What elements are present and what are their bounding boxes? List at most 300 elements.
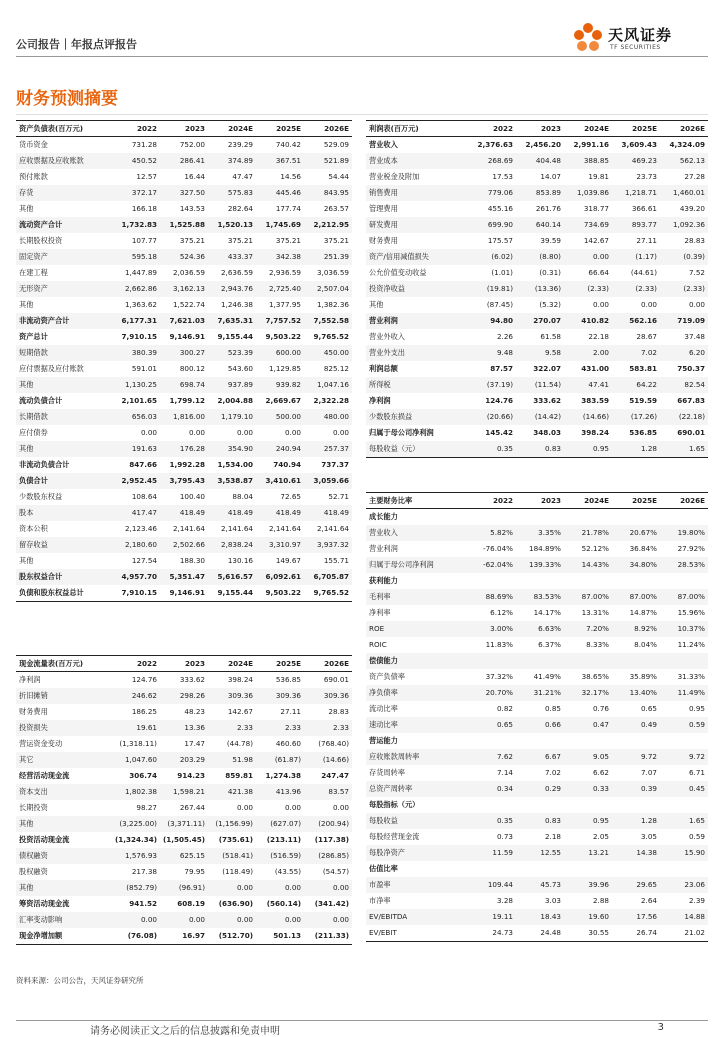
ratios-cell: 2.05 <box>592 832 609 841</box>
ratios-row <box>366 781 708 797</box>
ratios-row-label: 净负债率 <box>366 685 468 701</box>
balance-sheet-cell: 372.17 <box>112 185 160 201</box>
income-statement-cell: 318.77 <box>583 204 609 213</box>
income-statement-cell: (1.01) <box>491 268 513 277</box>
balance-sheet-cell: 6,705.87 <box>304 569 352 585</box>
cash-flow-cell: (560.14) <box>266 899 301 908</box>
ratios-cell: 15.96% <box>677 608 705 617</box>
cash-flow-cell: 1,047.60 <box>112 752 160 768</box>
cash-flow-row-label: 投资活动现金流 <box>19 835 70 844</box>
balance-sheet-row-label: 股本 <box>16 505 112 521</box>
balance-sheet-cell: 418.49 <box>208 505 256 521</box>
balance-sheet-cell: 380.39 <box>112 345 160 361</box>
balance-sheet-row-label: 资产总计 <box>19 332 48 341</box>
ratios-row-label: 偿债能力 <box>366 653 468 669</box>
balance-sheet-cell: 3,538.87 <box>208 473 256 489</box>
cash-flow-cell: (117.38) <box>314 835 349 844</box>
income-statement-row <box>366 265 708 281</box>
cash-flow-row <box>16 720 352 736</box>
ratios-row <box>366 733 708 749</box>
balance-sheet-cell: 445.46 <box>256 185 304 201</box>
cash-flow-header-row <box>16 656 352 672</box>
income-statement-row <box>366 217 708 233</box>
balance-sheet-row-label: 非流动资产合计 <box>16 313 112 329</box>
cash-flow-row-label: 其它 <box>16 752 112 768</box>
ratios-cell: 0.45 <box>660 781 708 797</box>
cash-flow-cell: 27.11 <box>280 707 301 716</box>
income-statement-cell: 562.16 <box>612 313 660 329</box>
income-statement-row-label: 营业成本 <box>366 153 468 169</box>
cash-flow-row <box>16 704 352 720</box>
income-statement-cell: 0.35 <box>468 441 516 458</box>
income-statement-cell: 853.89 <box>516 185 564 201</box>
ratios-row <box>366 797 708 813</box>
ratios-row-label: 总资产周转率 <box>366 781 468 797</box>
balance-sheet-year-header: 2026E <box>304 121 352 137</box>
balance-sheet-row <box>16 201 352 217</box>
income-statement-cell: 779.06 <box>468 185 516 201</box>
income-statement-cell: 1,460.01 <box>660 185 708 201</box>
logo-english-text: TF SECURITIES <box>610 44 661 51</box>
income-statement-row-label: 研发费用 <box>366 217 468 233</box>
income-statement-cell: 0.00 <box>688 300 705 309</box>
cash-flow-row <box>16 800 352 816</box>
balance-sheet-cell: 7,910.15 <box>112 585 160 602</box>
balance-sheet-cell: 740.94 <box>273 460 301 469</box>
balance-sheet-row-label: 应付票据及应付账款 <box>19 364 84 373</box>
balance-sheet-cell: 72.65 <box>280 492 301 501</box>
ratios-cell: 10.37% <box>660 621 708 637</box>
balance-sheet-cell: 7,635.31 <box>208 313 256 329</box>
cash-flow-row-label: 长期投资 <box>19 803 48 812</box>
cash-flow-row <box>16 864 352 880</box>
balance-sheet-cell: 740.42 <box>275 140 301 149</box>
balance-sheet-cell: 3,410.61 <box>256 473 304 489</box>
income-statement-row-label: 营业利润 <box>366 313 468 329</box>
income-statement-cell: 66.64 <box>588 268 609 277</box>
balance-sheet-cell: 450.52 <box>112 153 160 169</box>
balance-sheet-row <box>16 329 352 345</box>
income-statement-cell: (1.17) <box>612 249 660 265</box>
balance-sheet-cell: 480.00 <box>304 409 352 425</box>
income-statement-row-label: 营业收入 <box>369 140 398 149</box>
income-statement-cell: 82.54 <box>660 377 708 393</box>
balance-sheet-row <box>16 521 352 537</box>
income-statement-cell: 536.85 <box>629 428 657 437</box>
ratios-cell: 6.37% <box>538 640 561 649</box>
ratios-cell: 0.34 <box>468 781 516 797</box>
ratios-row <box>366 909 708 925</box>
ratios-cell: 3.03 <box>544 896 561 905</box>
balance-sheet-cell: 825.12 <box>323 364 349 373</box>
ratios-cell: 13.21 <box>564 845 612 861</box>
cash-flow-cell: (54.57) <box>322 867 349 876</box>
cash-flow-cell: 914.23 <box>177 771 205 780</box>
ratios-row <box>366 749 708 765</box>
balance-sheet-cell: 354.90 <box>208 441 256 457</box>
ratios-cell: 83.53% <box>516 589 564 605</box>
ratios-cell <box>660 733 708 749</box>
balance-sheet-row <box>16 569 352 585</box>
cash-flow-cell: 28.83 <box>328 707 349 716</box>
balance-sheet-cell: 523.39 <box>208 345 256 361</box>
balance-sheet-cell: 0.00 <box>140 428 157 437</box>
cash-flow-cell: 13.36 <box>160 720 208 736</box>
ratios-cell: 0.83 <box>516 813 564 829</box>
report-type-header: 公司报告｜年报点评报告 <box>16 38 137 51</box>
income-statement-cell: 0.00 <box>640 300 657 309</box>
income-statement-cell: 719.09 <box>660 313 708 329</box>
ratios-cell: 0.59 <box>688 832 705 841</box>
income-statement-cell: 667.83 <box>677 396 705 405</box>
balance-sheet-cell: 375.21 <box>323 236 349 245</box>
ratios-cell <box>468 797 516 813</box>
ratios-cell: 37.32% <box>485 672 513 681</box>
ratios-cell: 0.95 <box>688 704 705 713</box>
balance-sheet-row <box>16 425 352 441</box>
balance-sheet-row-label: 预付账款 <box>19 172 48 181</box>
cash-flow-cell: 0.00 <box>256 880 304 896</box>
ratios-cell: 0.85 <box>544 704 561 713</box>
balance-sheet-cell: 2,725.40 <box>256 281 304 297</box>
income-statement-cell: 9.58 <box>516 345 564 361</box>
ratios-row-label: 毛利率 <box>366 589 468 605</box>
balance-sheet-cell: 1,799.12 <box>169 396 205 405</box>
balance-sheet-cell: 286.41 <box>160 153 208 169</box>
income-statement-row-label: 营业外收入 <box>369 332 405 341</box>
income-statement-cell: (13.36) <box>516 281 564 297</box>
cash-flow-cell: 333.62 <box>179 675 205 684</box>
ratios-row <box>366 845 708 861</box>
ratios-row <box>366 669 708 685</box>
cash-flow-row-label: 净利润 <box>19 675 41 684</box>
ratios-cell: 87.00% <box>612 589 660 605</box>
balance-sheet-header-row <box>16 121 352 137</box>
ratios-cell: 34.80% <box>612 557 660 573</box>
cash-flow-cell: 2.33 <box>208 720 256 736</box>
ratios-cell: 11.83% <box>485 640 513 649</box>
balance-sheet-cell: 5,351.47 <box>160 569 208 585</box>
cash-flow-cell: 51.98 <box>208 752 256 768</box>
ratios-cell <box>516 573 564 589</box>
company-logo <box>570 20 710 60</box>
income-statement-cell: 893.77 <box>612 217 660 233</box>
ratios-cell <box>660 653 708 669</box>
income-statement-cell: 519.59 <box>629 396 657 405</box>
ratios-cell <box>564 861 612 877</box>
ratios-cell: 14.87% <box>629 608 657 617</box>
balance-sheet-cell: 7,910.15 <box>121 332 157 341</box>
balance-sheet-cell: 9,155.44 <box>208 585 256 602</box>
balance-sheet-cell: 417.47 <box>112 505 160 521</box>
balance-sheet-cell: 2,669.67 <box>265 396 301 405</box>
ratios-cell <box>660 797 708 813</box>
ratios-cell: 0.65 <box>640 704 657 713</box>
ratios-row-label: 净利率 <box>369 608 391 617</box>
income-statement-cell: 28.83 <box>684 236 705 245</box>
cash-flow-row-label: 投资损失 <box>16 720 112 736</box>
cash-flow-cell: 0.00 <box>256 912 304 928</box>
cash-flow-cell: (341.42) <box>314 899 349 908</box>
ratios-cell: 9.05 <box>564 749 612 765</box>
income-statement-year-header: 2022 <box>468 121 516 137</box>
balance-sheet-cell: 1,447.89 <box>124 268 157 277</box>
balance-sheet-cell: 1,745.69 <box>256 217 304 233</box>
balance-sheet-cell: 1,525.88 <box>160 217 208 233</box>
income-statement-row-label: 归属于母公司净利润 <box>369 428 434 437</box>
income-statement-cell: (17.26) <box>612 409 660 425</box>
balance-sheet-cell: 9,503.22 <box>265 332 301 341</box>
ratios-row <box>366 653 708 669</box>
cash-flow-year-header: 2025E <box>256 656 304 672</box>
balance-sheet-row-label: 流动负债合计 <box>19 396 63 405</box>
balance-sheet-cell: 1,992.28 <box>169 460 205 469</box>
cash-flow-cell: 398.24 <box>227 675 253 684</box>
balance-sheet-cell: 450.00 <box>304 345 352 361</box>
balance-sheet-cell: 300.27 <box>160 345 208 361</box>
balance-sheet-cell: 47.47 <box>232 172 253 181</box>
balance-sheet-row <box>16 457 352 473</box>
balance-sheet-row <box>16 553 352 569</box>
balance-sheet-row <box>16 297 352 313</box>
balance-sheet-row <box>16 537 352 553</box>
ratios-row-label: 营业利润 <box>369 544 398 553</box>
income-statement-cell: 142.67 <box>583 236 609 245</box>
balance-sheet-cell: 698.74 <box>160 377 208 393</box>
income-statement-row-label: 少数股东损益 <box>366 409 468 425</box>
cash-flow-cell: 217.38 <box>131 867 157 876</box>
ratios-cell <box>468 861 516 877</box>
income-statement-cell: (22.18) <box>660 409 708 425</box>
income-statement-cell: 268.69 <box>468 153 516 169</box>
cash-flow-row-label: 折旧摊销 <box>16 688 112 704</box>
cash-flow-row-label: 现金净增加额 <box>16 928 112 945</box>
ratios-row-label: 获利能力 <box>369 576 398 585</box>
income-statement-row <box>366 233 708 249</box>
balance-sheet-row <box>16 441 352 457</box>
balance-sheet-row <box>16 409 352 425</box>
income-statement-cell: (87.45) <box>486 300 513 309</box>
cash-flow-row-label: 其他 <box>16 880 112 896</box>
cash-flow-row <box>16 832 352 848</box>
cash-flow-cell: (3,225.00) <box>112 816 160 832</box>
ratios-cell: 13.40% <box>612 685 660 701</box>
ratios-row-label: 归属于母公司净利润 <box>366 557 468 573</box>
ratios-cell: 29.65 <box>612 877 660 893</box>
balance-sheet-cell: 2,180.60 <box>112 537 160 553</box>
income-statement-cell: 383.59 <box>581 396 609 405</box>
cash-flow-cell: (1,324.34) <box>115 835 158 844</box>
cash-flow-row <box>16 688 352 704</box>
ratios-cell: 1.65 <box>660 813 708 829</box>
income-statement-cell: 22.18 <box>588 332 609 341</box>
cash-flow-row <box>16 928 352 945</box>
cash-flow-row-label: 营运资金变动 <box>19 739 63 748</box>
income-statement-row <box>366 441 708 458</box>
cash-flow-cell: 1,802.38 <box>112 784 160 800</box>
income-statement-row-label: 资产/信用减值损失 <box>366 249 468 265</box>
ratios-cell: 3.28 <box>496 896 513 905</box>
income-statement-cell: 0.95 <box>564 441 612 458</box>
balance-sheet-cell: 524.36 <box>160 249 208 265</box>
balance-sheet-row <box>16 185 352 201</box>
ratios-row-label: 速动比率 <box>366 717 468 733</box>
cash-flow-cell: 0.00 <box>236 803 253 812</box>
balance-sheet-cell: 3,937.32 <box>304 537 352 553</box>
balance-sheet-cell: 0.00 <box>188 428 205 437</box>
balance-sheet-row-label: 应付债券 <box>19 428 48 437</box>
ratios-cell: 0.33 <box>564 781 612 797</box>
cash-flow-cell: 1,274.38 <box>265 771 301 780</box>
cash-flow-cell: 17.47 <box>184 739 205 748</box>
cash-flow-cell: 203.29 <box>160 752 208 768</box>
balance-sheet-row <box>16 169 352 185</box>
income-statement-cell: 23.73 <box>636 172 657 181</box>
balance-sheet-row <box>16 393 352 409</box>
income-statement-cell: (2.33) <box>660 281 708 297</box>
balance-sheet-cell: 2,141.64 <box>268 524 301 533</box>
balance-sheet-cell: 1,363.62 <box>124 300 157 309</box>
balance-sheet-cell: 1,732.83 <box>112 217 160 233</box>
income-statement-cell: 6.20 <box>660 345 708 361</box>
cash-flow-year-header: 2023 <box>160 656 208 672</box>
balance-sheet-year-header: 2023 <box>160 121 208 137</box>
income-statement-cell: 699.90 <box>468 217 516 233</box>
balance-sheet-cell: 342.38 <box>256 249 304 265</box>
cash-flow-cell: (518.41) <box>208 848 256 864</box>
income-statement-cell: 2,991.16 <box>573 140 609 149</box>
balance-sheet-row <box>16 137 352 154</box>
cash-flow-cell: 0.00 <box>284 803 301 812</box>
balance-sheet-cell: 3,795.43 <box>160 473 208 489</box>
balance-sheet-row-label: 在建工程 <box>19 268 48 277</box>
balance-sheet-row-label: 存货 <box>16 185 112 201</box>
cash-flow-year-header: 2026E <box>304 656 352 672</box>
balance-sheet-cell: 1,816.00 <box>160 409 208 425</box>
balance-sheet-cell: 2,036.59 <box>172 268 205 277</box>
balance-sheet-cell: 367.51 <box>256 153 304 169</box>
cash-flow-cell: (43.55) <box>274 867 301 876</box>
income-statement-row-label: 财务费用 <box>369 236 398 245</box>
ratios-cell <box>612 509 660 526</box>
balance-sheet-cell: 939.82 <box>256 377 304 393</box>
income-statement-cell: 0.83 <box>516 441 564 458</box>
balance-sheet-cell: 575.83 <box>208 185 256 201</box>
cash-flow-cell: 267.44 <box>179 803 205 812</box>
balance-sheet-cell: 2,141.64 <box>172 524 205 533</box>
ratios-row <box>366 637 708 653</box>
ratios-cell: 0.76 <box>592 704 609 713</box>
balance-sheet-cell: 3,310.97 <box>256 537 304 553</box>
income-statement-cell: 404.48 <box>516 153 564 169</box>
ratios-year-header: 2024E <box>564 493 612 509</box>
income-statement-cell: 27.11 <box>636 236 657 245</box>
balance-sheet-cell: 0.00 <box>332 428 349 437</box>
ratios-cell <box>468 573 516 589</box>
balance-sheet-row <box>16 489 352 505</box>
income-statement-cell: 175.57 <box>487 236 513 245</box>
balance-sheet-row-label: 无形资产 <box>16 281 112 297</box>
cash-flow-cell: 0.00 <box>208 912 256 928</box>
balance-sheet-row-label: 负债和股东权益总计 <box>16 585 112 602</box>
ratios-cell: 8.92% <box>612 621 660 637</box>
cash-flow-row-label: 债权融资 <box>16 848 112 864</box>
balance-sheet-cell: 16.44 <box>184 172 205 181</box>
cash-flow-cell: (211.33) <box>304 928 352 945</box>
cash-flow-row <box>16 880 352 896</box>
income-statement-year-header: 2024E <box>564 121 612 137</box>
ratios-row-label: EV/EBIT <box>366 925 468 942</box>
ratios-row-label: 每股经营现金流 <box>369 832 420 841</box>
balance-sheet-cell: 3,036.59 <box>316 268 349 277</box>
balance-sheet-cell: 4,957.70 <box>112 569 160 585</box>
balance-sheet-cell: 1,382.36 <box>316 300 349 309</box>
ratios-row-label: 存货周转率 <box>369 768 405 777</box>
ratios-row-label: 每股收益 <box>366 813 468 829</box>
ratios-cell <box>564 733 612 749</box>
ratios-cell: 3.35% <box>516 525 564 541</box>
ratios-row-label: 市净率 <box>369 896 391 905</box>
balance-sheet-cell: 800.12 <box>179 364 205 373</box>
balance-sheet-row-label: 其他 <box>19 556 34 565</box>
ratios-cell: 12.55 <box>516 845 564 861</box>
cash-flow-row <box>16 912 352 928</box>
ratios-cell: 35.89% <box>629 672 657 681</box>
balance-sheet-cell: 188.30 <box>179 556 205 565</box>
balance-sheet-cell: 1,129.85 <box>268 364 301 373</box>
cash-flow-row-label: 财务费用 <box>19 707 48 716</box>
balance-sheet-row-label: 其他 <box>19 204 34 213</box>
income-statement-cell: 145.42 <box>485 428 513 437</box>
cash-flow-cell: 16.97 <box>160 928 208 945</box>
income-statement-year-header: 2023 <box>516 121 564 137</box>
ratios-cell: 7.14 <box>496 768 513 777</box>
cash-flow-cell: (76.08) <box>112 928 160 945</box>
balance-sheet-cell: 1,522.74 <box>172 300 205 309</box>
income-statement-table <box>366 120 708 458</box>
balance-sheet-cell: 6,092.61 <box>256 569 304 585</box>
income-statement-row-label: 管理费用 <box>369 204 398 213</box>
cash-flow-cell: (14.66) <box>304 752 352 768</box>
cash-flow-title: 现金流量表(百万元) <box>16 656 112 672</box>
ratios-year-header: 2025E <box>612 493 660 509</box>
balance-sheet-cell: 500.00 <box>256 409 304 425</box>
ratios-cell: 0.65 <box>468 717 516 733</box>
cash-flow-cell: (627.07) <box>256 816 304 832</box>
cash-flow-cell: 19.61 <box>112 720 160 736</box>
income-statement-cell: 750.37 <box>677 364 705 373</box>
ratios-cell: 24.73 <box>468 925 516 942</box>
balance-sheet-row <box>16 473 352 489</box>
ratios-row-label: 流动比率 <box>369 704 398 713</box>
cash-flow-cell: 83.57 <box>304 784 352 800</box>
income-statement-row <box>366 201 708 217</box>
balance-sheet-cell: 521.89 <box>304 153 352 169</box>
disclaimer-note: 请务必阅读正文之后的信息披露和免责申明 <box>90 1026 280 1037</box>
income-statement-cell: 469.23 <box>612 153 660 169</box>
ratios-cell: 2.39 <box>688 896 705 905</box>
ratios-cell: 52.12% <box>581 544 609 553</box>
balance-sheet-cell: 2,662.86 <box>112 281 160 297</box>
balance-sheet-cell: 418.49 <box>304 505 352 521</box>
balance-sheet-cell: 418.49 <box>160 505 208 521</box>
balance-sheet-row <box>16 233 352 249</box>
income-statement-cell: 47.41 <box>564 377 612 393</box>
ratios-cell: 1.28 <box>612 813 660 829</box>
balance-sheet-cell: 2,502.66 <box>160 537 208 553</box>
cash-flow-cell: (516.59) <box>256 848 304 864</box>
ratios-row <box>366 701 708 717</box>
